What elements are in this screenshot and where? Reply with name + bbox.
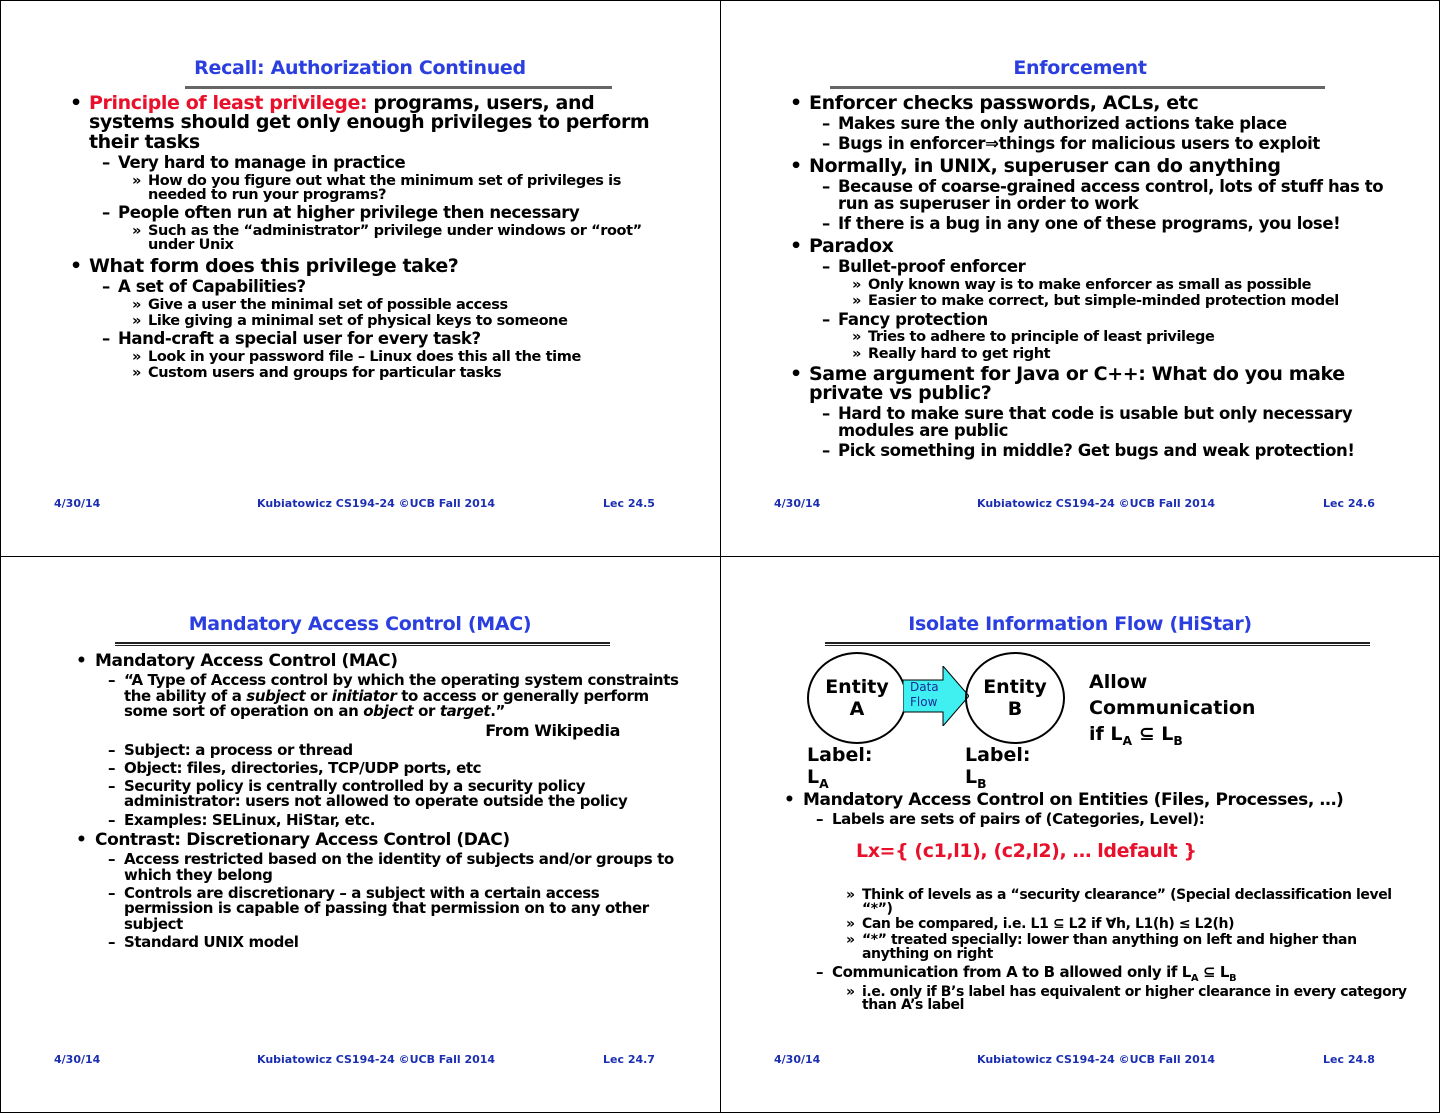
bullet-level-2: [786, 216, 1400, 233]
bullet-level-3: [780, 983, 1420, 1014]
footer-lec: Lec 24.7: [603, 1053, 655, 1066]
bullet-level-2: [66, 331, 680, 348]
bullet-level-1: [72, 653, 680, 670]
bullet-text: or: [413, 701, 440, 720]
bullet-text: subject: [246, 686, 306, 705]
bullet-text: Makes sure the only authorized actions take place: [838, 114, 1287, 134]
bullet-text: Fancy protection: [838, 309, 988, 329]
entity-a-label: Entity: [825, 676, 889, 698]
bullet-text: Very hard to manage in practice: [118, 153, 406, 173]
bullet-text: Examples: SELinux, HiStar, etc.: [124, 810, 376, 829]
slide-title: Mandatory Access Control (MAC): [188, 613, 532, 635]
slide-title: Recall: Authorization Continued: [194, 57, 526, 79]
bullet-level-1: [786, 362, 1400, 405]
bullet-text: initiator: [331, 686, 397, 705]
bullet-text: Subject: a process or thread: [124, 740, 353, 759]
slide-24-8: [720, 556, 1440, 1112]
slide-24-5: [0, 0, 720, 556]
bullet-text: “*” treated specially: lower than anything on left and higher than anything on right: [862, 932, 1357, 962]
bullet-level-3: [786, 278, 1400, 292]
bullet-level-2: [72, 673, 680, 719]
bullet-text: Easier to make correct, but simple-minded protection model: [868, 293, 1339, 310]
bullet-level-3: [66, 314, 680, 328]
bullet-text: Same argument for Java or C++: What do you make private vs public?: [809, 362, 1345, 405]
bullet-text: ⊆ L: [1198, 962, 1230, 981]
bullet-text: Bullet-proof enforcer: [838, 257, 1026, 277]
bullet-level-1: [786, 157, 1400, 176]
bullet-text: Such as the “administrator” privilege under windows or “root” under Unix: [148, 223, 642, 254]
bullet-level-3: [786, 294, 1400, 308]
slide-body: [786, 90, 1400, 460]
label-formula: [856, 839, 1420, 862]
bullet-level-3: [786, 330, 1400, 344]
bullet-level-3: [66, 174, 680, 202]
bullet-text: Pick something in middle? Get bugs and weak protection!: [838, 441, 1355, 461]
footer-credit: Kubiatowicz CS194-24 ©UCB Fall 2014: [257, 1053, 496, 1066]
bullet-text: What form does this privilege take?: [89, 254, 459, 277]
bullet-text: target: [439, 701, 491, 720]
bullet-level-3: [780, 889, 1420, 916]
bullet-text: Normally, in UNIX, superuser can do anything: [809, 155, 1281, 178]
bullet-level-2: [786, 259, 1400, 276]
entity-b-label: Entity: [983, 676, 1047, 698]
entity-a-circle: [807, 652, 907, 744]
bullet-level-2: [780, 962, 1420, 984]
bullet-level-3: [66, 298, 680, 312]
bullet-level-2: [66, 155, 680, 172]
bullet-level-2: [66, 205, 680, 222]
label-a: Label: $L_A$: [807, 744, 873, 791]
slide-body: [66, 90, 680, 380]
bullet-level-2: [786, 443, 1400, 460]
bullet-level-2: [786, 406, 1400, 440]
bullet-text: Access restricted based on the identity of subjects and/or groups to which they belong: [124, 850, 674, 884]
bullet-text: Enforcer checks passwords, ACLs, etc: [809, 92, 1199, 114]
bullet-level-2: [780, 812, 1420, 827]
bullet-text: or: [305, 686, 332, 705]
bullet-text: A: [1190, 972, 1199, 984]
bullet-level-2: [72, 740, 680, 759]
footer-lec: Lec 24.8: [1323, 1053, 1375, 1066]
bullet-text: Think of levels as a “security clearance” (Special declassification level “*”): [862, 887, 1392, 917]
bullet-text: Because of coarse-grained access control, lots of stuff has to run as superuser in order to work: [838, 177, 1384, 214]
bullet-text: Give a user the minimal set of possible access: [148, 296, 508, 313]
footer-date: 4/30/14: [774, 1053, 821, 1066]
bullet-text: Really hard to get right: [868, 345, 1051, 362]
bullet-level-1: [66, 94, 680, 152]
slide-body: [72, 649, 680, 950]
bullet-text: .”: [490, 701, 505, 720]
bullet-level-1: [780, 792, 1420, 809]
entity-a-name: A: [849, 698, 865, 720]
bullet-text: “A Type of Access control by which the operating system constraints the ability of a: [124, 671, 679, 705]
bullet-text: object: [363, 701, 414, 720]
attribution: [72, 723, 680, 739]
bullet-text: From Wikipedia: [485, 721, 620, 741]
title-underline: [115, 642, 610, 646]
bullet-text: Security policy is centrally controlled by a security policy administrator: users not allowed to operate outside the policy: [124, 777, 628, 811]
entity-b-circle: [965, 652, 1065, 744]
bullet-level-1: [66, 254, 680, 277]
slide-title: Isolate Information Flow (HiStar): [908, 613, 1252, 635]
bullet-level-2: [786, 116, 1400, 133]
bullet-text: If there is a bug in any one of these programs, you lose!: [838, 214, 1341, 234]
bullet-level-2: [786, 136, 1400, 153]
footer-credit: Kubiatowicz CS194-24 ©UCB Fall 2014: [977, 1053, 1216, 1066]
bullet-text: Hard to make sure that code is usable but only necessary modules are public: [838, 404, 1353, 441]
bullet-level-2: [72, 932, 680, 951]
bullet-level-2: [72, 810, 680, 829]
bullet-level-2: [786, 309, 1400, 329]
bullet-text: Standard UNIX model: [124, 932, 299, 951]
label-b: Label: $L_B$: [965, 744, 1031, 791]
bullet-level-3: [780, 918, 1420, 932]
footer-date: 4/30/14: [774, 497, 821, 510]
bullet-text: Communication from A to B allowed only if L: [832, 962, 1191, 981]
bullet-text: How do you figure out what the minimum set of privileges is needed to run your programs?: [148, 172, 621, 204]
bullet-level-2: [72, 883, 680, 933]
bullet-level-1: [72, 832, 680, 849]
bullet-text: Object: files, directories, TCP/UDP ports, etc: [124, 758, 482, 777]
footer-lec: Lec 24.6: [1323, 497, 1375, 510]
bullet-level-3: [786, 347, 1400, 361]
slide-body: [780, 788, 1420, 1013]
bullet-text: Paradox: [809, 234, 894, 257]
footer-credit: Kubiatowicz CS194-24 ©UCB Fall 2014: [977, 497, 1216, 510]
bullet-text: Like giving a minimal set of physical keys to someone: [148, 313, 568, 329]
bullet-text: to access or generally perform some sort of operation on an: [124, 686, 649, 720]
footer-date: 4/30/14: [54, 1053, 101, 1066]
bullet-level-3: [66, 366, 680, 380]
slide-title: Enforcement: [1013, 57, 1147, 79]
bullet-text: Principle of least privilege:: [89, 92, 368, 114]
bullet-level-2: [72, 779, 680, 810]
bullet-text: A set of Capabilities?: [118, 276, 306, 296]
bullet-text: i.e. only if B’s label has equivalent or higher clearance in every category than A’s label: [862, 983, 1407, 1014]
title-underline: [825, 642, 1370, 646]
bullet-text: Look in your password file – Linux does this all the time: [148, 349, 581, 366]
bullet-text: programs, users, and systems should get only enough privileges to perform their tasks: [89, 92, 650, 153]
bullet-text: Can be compared, i.e. L1 ⊆ L2 if ∀h, L1(h) ≤ L2(h): [862, 916, 1235, 933]
slide-24-7: [0, 556, 720, 1112]
footer-date: 4/30/14: [54, 497, 101, 510]
bullet-level-1: [786, 234, 1400, 257]
bullet-text: Hand-craft a special user for every task?: [118, 329, 481, 349]
bullet-text: Lx={ (c1,l1), (c2,l2), … ldefault }: [856, 839, 1197, 862]
footer-credit: Kubiatowicz CS194-24 ©UCB Fall 2014: [257, 497, 496, 510]
bullet-level-2: [66, 276, 680, 296]
allow-communication-rule: Allow Communication if $L_A$ ⊆ $L_B$: [1089, 671, 1256, 748]
bullet-text: Contrast: Discretionary Access Control (DAC): [95, 830, 510, 851]
bullet-text: Bugs in enforcer⇒things for malicious users to exploit: [838, 134, 1320, 154]
bullet-level-1: [786, 94, 1400, 113]
footer-lec: Lec 24.5: [603, 497, 655, 510]
bullet-level-2: [72, 758, 680, 777]
bullet-level-2: [72, 852, 680, 883]
bullet-level-3: [780, 934, 1420, 961]
entity-b-name: B: [1007, 698, 1023, 720]
bullet-text: Only known way is to make enforcer as small as possible: [868, 277, 1312, 294]
bullet-level-2: [786, 179, 1400, 213]
bullet-text: B: [1229, 972, 1237, 984]
bullet-text: Labels are sets of pairs of (Categories, Level):: [832, 810, 1205, 829]
bullet-text: Tries to adhere to principle of least privilege: [868, 329, 1215, 346]
bullet-text: Mandatory Access Control (MAC): [95, 651, 398, 671]
data-flow-label: Data Flow: [910, 680, 939, 709]
slide-24-6: [720, 0, 1440, 556]
bullet-level-3: [66, 224, 680, 252]
bullet-text: People often run at higher privilege then necessary: [118, 203, 580, 223]
bullet-text: Mandatory Access Control on Entities (Files, Processes, …): [803, 790, 1344, 810]
bullet-level-3: [66, 350, 680, 364]
bullet-text: Controls are discretionary – a subject with a certain access permission is capable of passing that permission on to any other subject: [124, 883, 649, 933]
bullet-text: Custom users and groups for particular tasks: [148, 365, 502, 382]
